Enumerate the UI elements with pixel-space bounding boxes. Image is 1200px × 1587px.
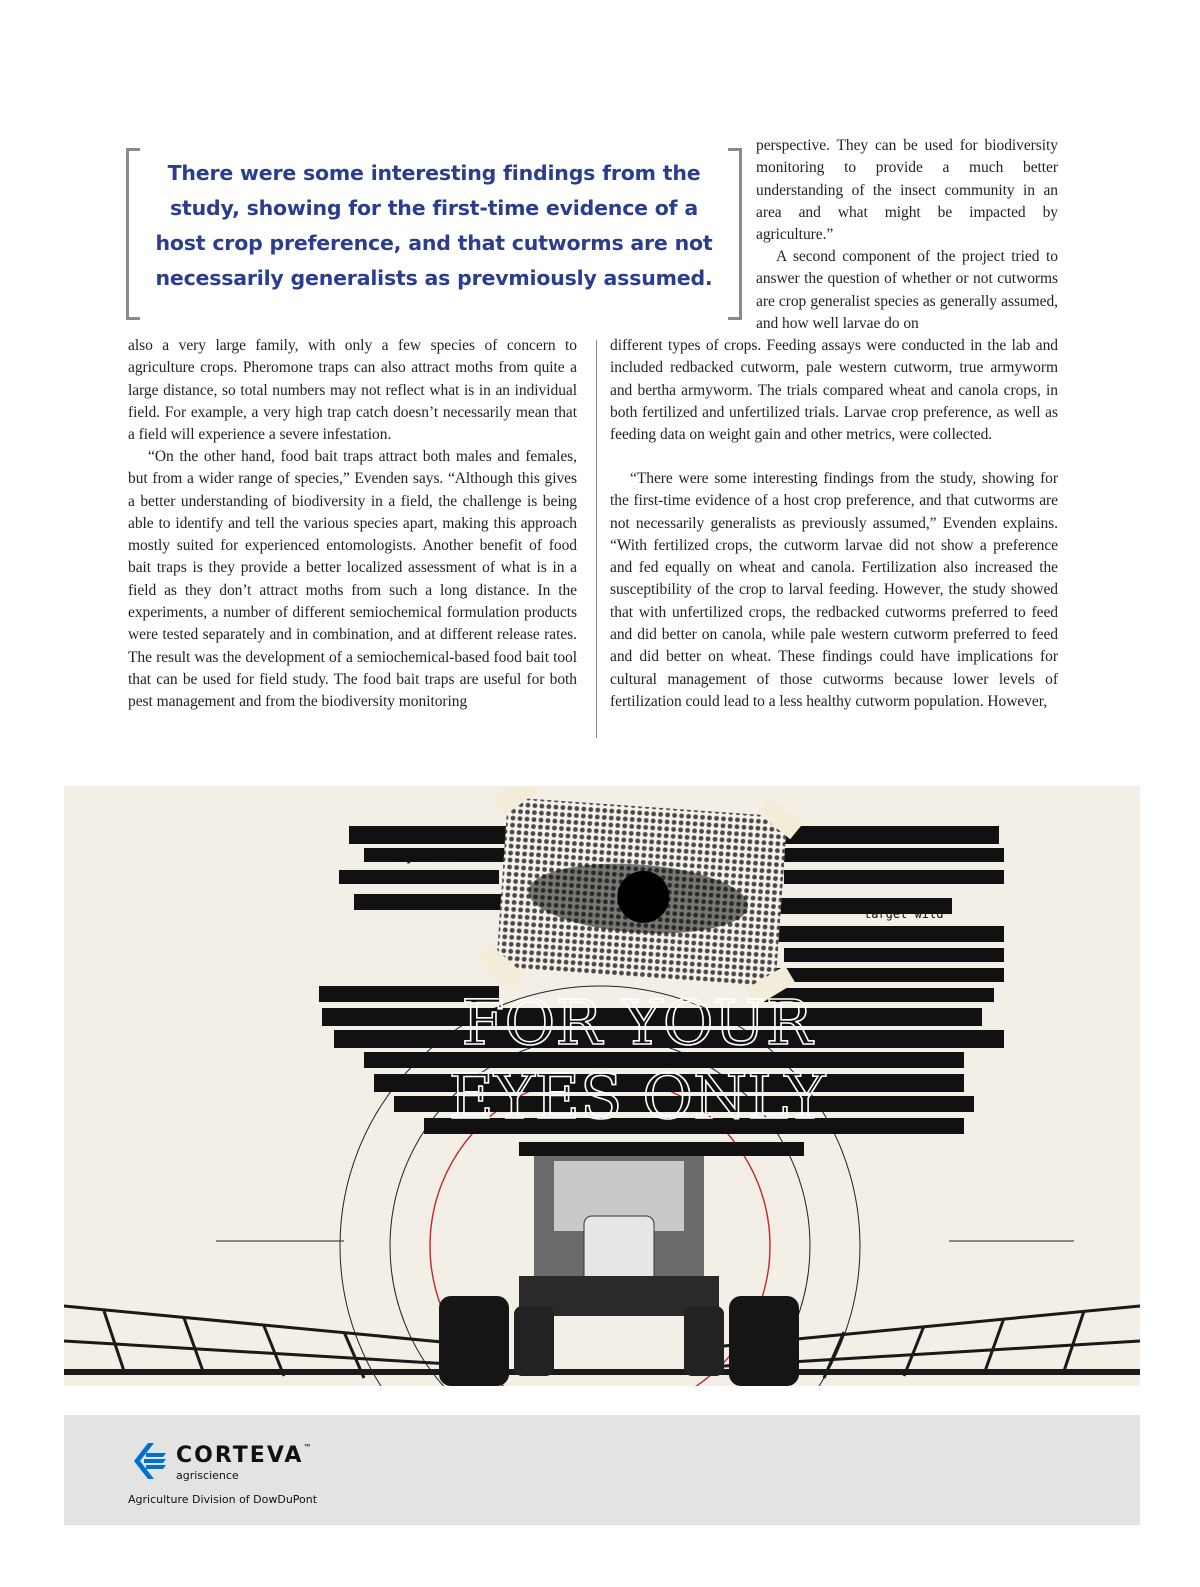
pull-quote — [126, 148, 742, 320]
brand-name: CORTEVA™ — [176, 1443, 312, 1468]
left-bracket — [126, 148, 140, 320]
corteva-logo-icon — [128, 1441, 168, 1481]
left-paragraph-1: also a very large family, with only a few species of concern to agriculture crops. Pheromone traps can also attract moths from quite a large distance, so total numbers may not reflect what is in an individual field. For example, a very high trap catch doesn’t necessarily mean that a field will experience a severe infestation. — [128, 337, 577, 444]
tractor — [439, 1146, 799, 1386]
ad-label-arylex: Arylex™ Active — [392, 850, 494, 864]
halftone-eye-card — [475, 786, 808, 1010]
left-paragraph-2: “On the other hand, food bait traps attract both males and females, but from a wider range of species,” Evenden says. “Although this gives a better understanding of biodiversity in a field, the challenge is being able to identify and tell the various species apart, making this approach mostly suited for experienced entomologists. Another benefit of food bait traps is they provide a better localized assessment of what is in a field as they don’t attract moths from such a long distance. In the experiments, a number of different semiochemical formulation products were tested separately and in combination, and at different release rates. The result was the development of a semiochemical-based food bait tool that can be used for field study. The food bait traps are useful for both pest management and from the biodiversity monitoring — [128, 448, 577, 711]
ad-label-target: target wild — [864, 907, 944, 921]
sponsor-footer — [64, 1415, 1140, 1525]
brand-subtitle: agriscience — [176, 1469, 239, 1482]
pull-quote-text: There were some interesting findings from the study, showing for the first-time evidence of a host crop preference, and that cutworms are not necessarily generalists as prevmiously assumed. — [155, 161, 713, 290]
ad-headline-line-1: FOR YOUR — [461, 986, 813, 1059]
right-bracket — [728, 148, 742, 320]
right-paragraph-1: different types of crops. Feeding assays were conducted in the lab and included redbacked cutworm, pale western cutworm, true armyworm and bertha armyworm. The trials compared wheat and canola crops, in both fertilized and unfertilized trials. Larvae crop preference, as well as feeding data on weight gain and other metrics, were collected. — [610, 337, 1058, 444]
column-divider — [596, 340, 597, 738]
sprayer-booms — [64, 1306, 1140, 1378]
right-top-paragraph-2: A second component of the project tried to answer the question of whether or not cutworms are crop generalist species as generally assumed, and how well larvae do on — [756, 248, 1058, 332]
right-paragraph-2: “There were some interesting findings from the study, showing for the first-time evidence of a host crop preference, and that cutworms are not necessarily generalists as previously assumed,” Evenden explains. “With fertilized crops, the cutworm larvae did not show a preference and fed equally on wheat and canola. Fertilization also increased the susceptibility of the crop to larval feeding. However, the study showed that with unfertilized crops, the redbacked cutworms preferred to feed and did better on canola, while pale western cutworm preferred to feed and did better on wheat. These findings could have implications for cultural management of those cutworms because lower levels of fertilization could lead to a less healthy cutworm population. However, — [610, 470, 1058, 710]
division-text: Agriculture Division of DowDuPont — [128, 1493, 318, 1506]
right-top-paragraph-1: perspective. They can be used for biodiversity monitoring to provide a much better understanding of the insect community in an area and what might be impacted by agriculture.” — [756, 137, 1058, 244]
ad-illustration — [64, 786, 1140, 1386]
advertisement-image — [64, 786, 1140, 1386]
ad-headline-line-2: EYES ONLY — [448, 1060, 826, 1133]
